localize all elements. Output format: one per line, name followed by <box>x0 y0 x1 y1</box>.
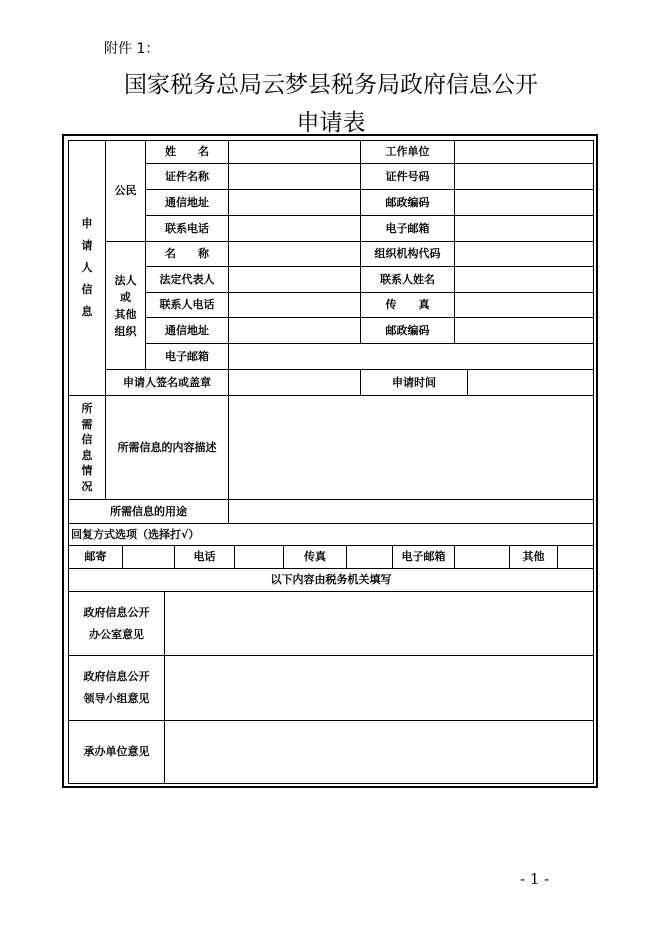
org-postcode-label: 邮政编码 <box>360 317 455 344</box>
citizen-id-type-field[interactable] <box>228 163 361 190</box>
citizen-group-label: 公民 <box>105 140 146 242</box>
applicant-char: 信 <box>81 283 93 296</box>
reply-option-mail-label: 邮寄 <box>68 545 123 569</box>
citizen-phone-label: 联系电话 <box>145 215 229 242</box>
signature-label: 申请人签名或盖章 <box>105 369 229 396</box>
office-opinion-label <box>68 591 165 656</box>
citizen-name-label: 姓 名 <box>145 140 229 164</box>
org-label-line: 法人 <box>114 273 137 287</box>
applicant-char: 请 <box>81 239 93 252</box>
org-legal-rep-label: 法定代表人 <box>145 266 229 293</box>
org-contact-phone-label: 联系人电话 <box>145 292 229 318</box>
citizen-postcode-label: 邮政编码 <box>360 189 455 216</box>
citizen-email-field[interactable] <box>454 215 594 242</box>
org-label-line: 其他 <box>114 307 137 321</box>
tax-section-header: 以下内容由税务机关填写 <box>68 568 594 592</box>
citizen-workplace-field[interactable] <box>454 140 594 164</box>
info-purpose-label: 所需信息的用途 <box>68 499 229 524</box>
org-email-field[interactable] <box>228 343 594 370</box>
info-needed-section-label <box>68 395 106 500</box>
org-email-label: 电子邮箱 <box>145 343 229 370</box>
citizen-address-field[interactable] <box>228 189 361 216</box>
org-label-line: 或 <box>120 290 131 304</box>
org-address-label: 通信地址 <box>145 317 229 344</box>
org-legal-rep-field[interactable] <box>228 266 361 293</box>
org-label-line: 组织 <box>114 324 137 338</box>
applicant-char: 息 <box>81 305 93 318</box>
org-contact-phone-field[interactable] <box>228 292 361 318</box>
info-description-label: 所需信息的内容描述 <box>105 395 229 500</box>
office-opinion-line: 办公室意见 <box>89 627 144 641</box>
org-code-field[interactable] <box>454 241 594 267</box>
org-contact-name-label: 联系人姓名 <box>360 266 455 293</box>
apply-time-field[interactable] <box>467 369 594 396</box>
reply-method-label: 回复方式选项（选择打√） <box>68 523 594 546</box>
citizen-id-number-label: 证件号码 <box>360 163 455 190</box>
signature-field[interactable] <box>228 369 361 396</box>
info-description-field[interactable] <box>228 395 594 500</box>
applicant-char: 申 <box>81 217 93 230</box>
office-opinion-line: 政府信息公开 <box>83 605 150 619</box>
reply-option-phone-label: 电话 <box>174 545 235 569</box>
reply-option-fax-checkbox[interactable] <box>346 545 393 569</box>
apply-time-label: 申请时间 <box>360 369 468 396</box>
reply-option-other-label: 其他 <box>509 545 558 569</box>
org-contact-name-field[interactable] <box>454 266 594 293</box>
form-title-line1: 国家税务总局云梦县税务局政府信息公开 <box>124 72 538 98</box>
info-char: 情 <box>81 464 93 477</box>
leadership-opinion-field[interactable] <box>164 655 594 721</box>
citizen-id-number-field[interactable] <box>454 163 594 190</box>
handling-unit-opinion-label <box>68 720 165 784</box>
form-title-line2: 申请表 <box>296 110 366 136</box>
reply-option-mail-checkbox[interactable] <box>122 545 175 569</box>
org-postcode-field[interactable] <box>454 317 594 344</box>
handling-unit-opinion-line: 承办单位意见 <box>83 745 150 758</box>
citizen-email-label: 电子邮箱 <box>360 215 455 242</box>
reply-option-fax-label: 传真 <box>283 545 347 569</box>
organization-group-label <box>105 241 146 370</box>
org-fax-field[interactable] <box>454 292 594 318</box>
info-purpose-field[interactable] <box>228 499 594 524</box>
leadership-opinion-line: 领导小组意见 <box>83 692 150 705</box>
info-char: 所 <box>81 402 93 415</box>
citizen-phone-field[interactable] <box>228 215 361 242</box>
reply-option-email-checkbox[interactable] <box>454 545 510 569</box>
info-char: 息 <box>81 448 93 462</box>
office-opinion-field[interactable] <box>164 591 594 656</box>
citizen-workplace-label: 工作单位 <box>360 140 455 164</box>
applicant-char: 人 <box>81 261 93 274</box>
citizen-postcode-field[interactable] <box>454 189 594 216</box>
org-address-field[interactable] <box>228 317 361 344</box>
reply-option-phone-checkbox[interactable] <box>234 545 284 569</box>
leadership-opinion-line: 政府信息公开 <box>83 670 150 683</box>
citizen-name-field[interactable] <box>228 140 361 164</box>
info-char: 信 <box>81 433 93 446</box>
org-fax-label: 传 真 <box>360 292 455 318</box>
attachment-label: 附件 1： <box>104 41 160 57</box>
citizen-id-type-label: 证件名称 <box>145 163 229 190</box>
info-char: 况 <box>81 479 93 493</box>
reply-option-email-label: 电子邮箱 <box>392 545 455 569</box>
leadership-opinion-label <box>68 655 165 721</box>
applicant-info-section-label <box>68 140 106 396</box>
org-code-label: 组织机构代码 <box>360 241 455 267</box>
info-char: 需 <box>81 417 93 431</box>
org-name-label: 名 称 <box>145 241 229 267</box>
handling-unit-opinion-field[interactable] <box>164 720 594 784</box>
reply-option-other-checkbox[interactable] <box>557 545 594 569</box>
org-name-field[interactable] <box>228 241 361 267</box>
citizen-address-label: 通信地址 <box>145 189 229 216</box>
page-number: - 1 - <box>520 870 550 888</box>
